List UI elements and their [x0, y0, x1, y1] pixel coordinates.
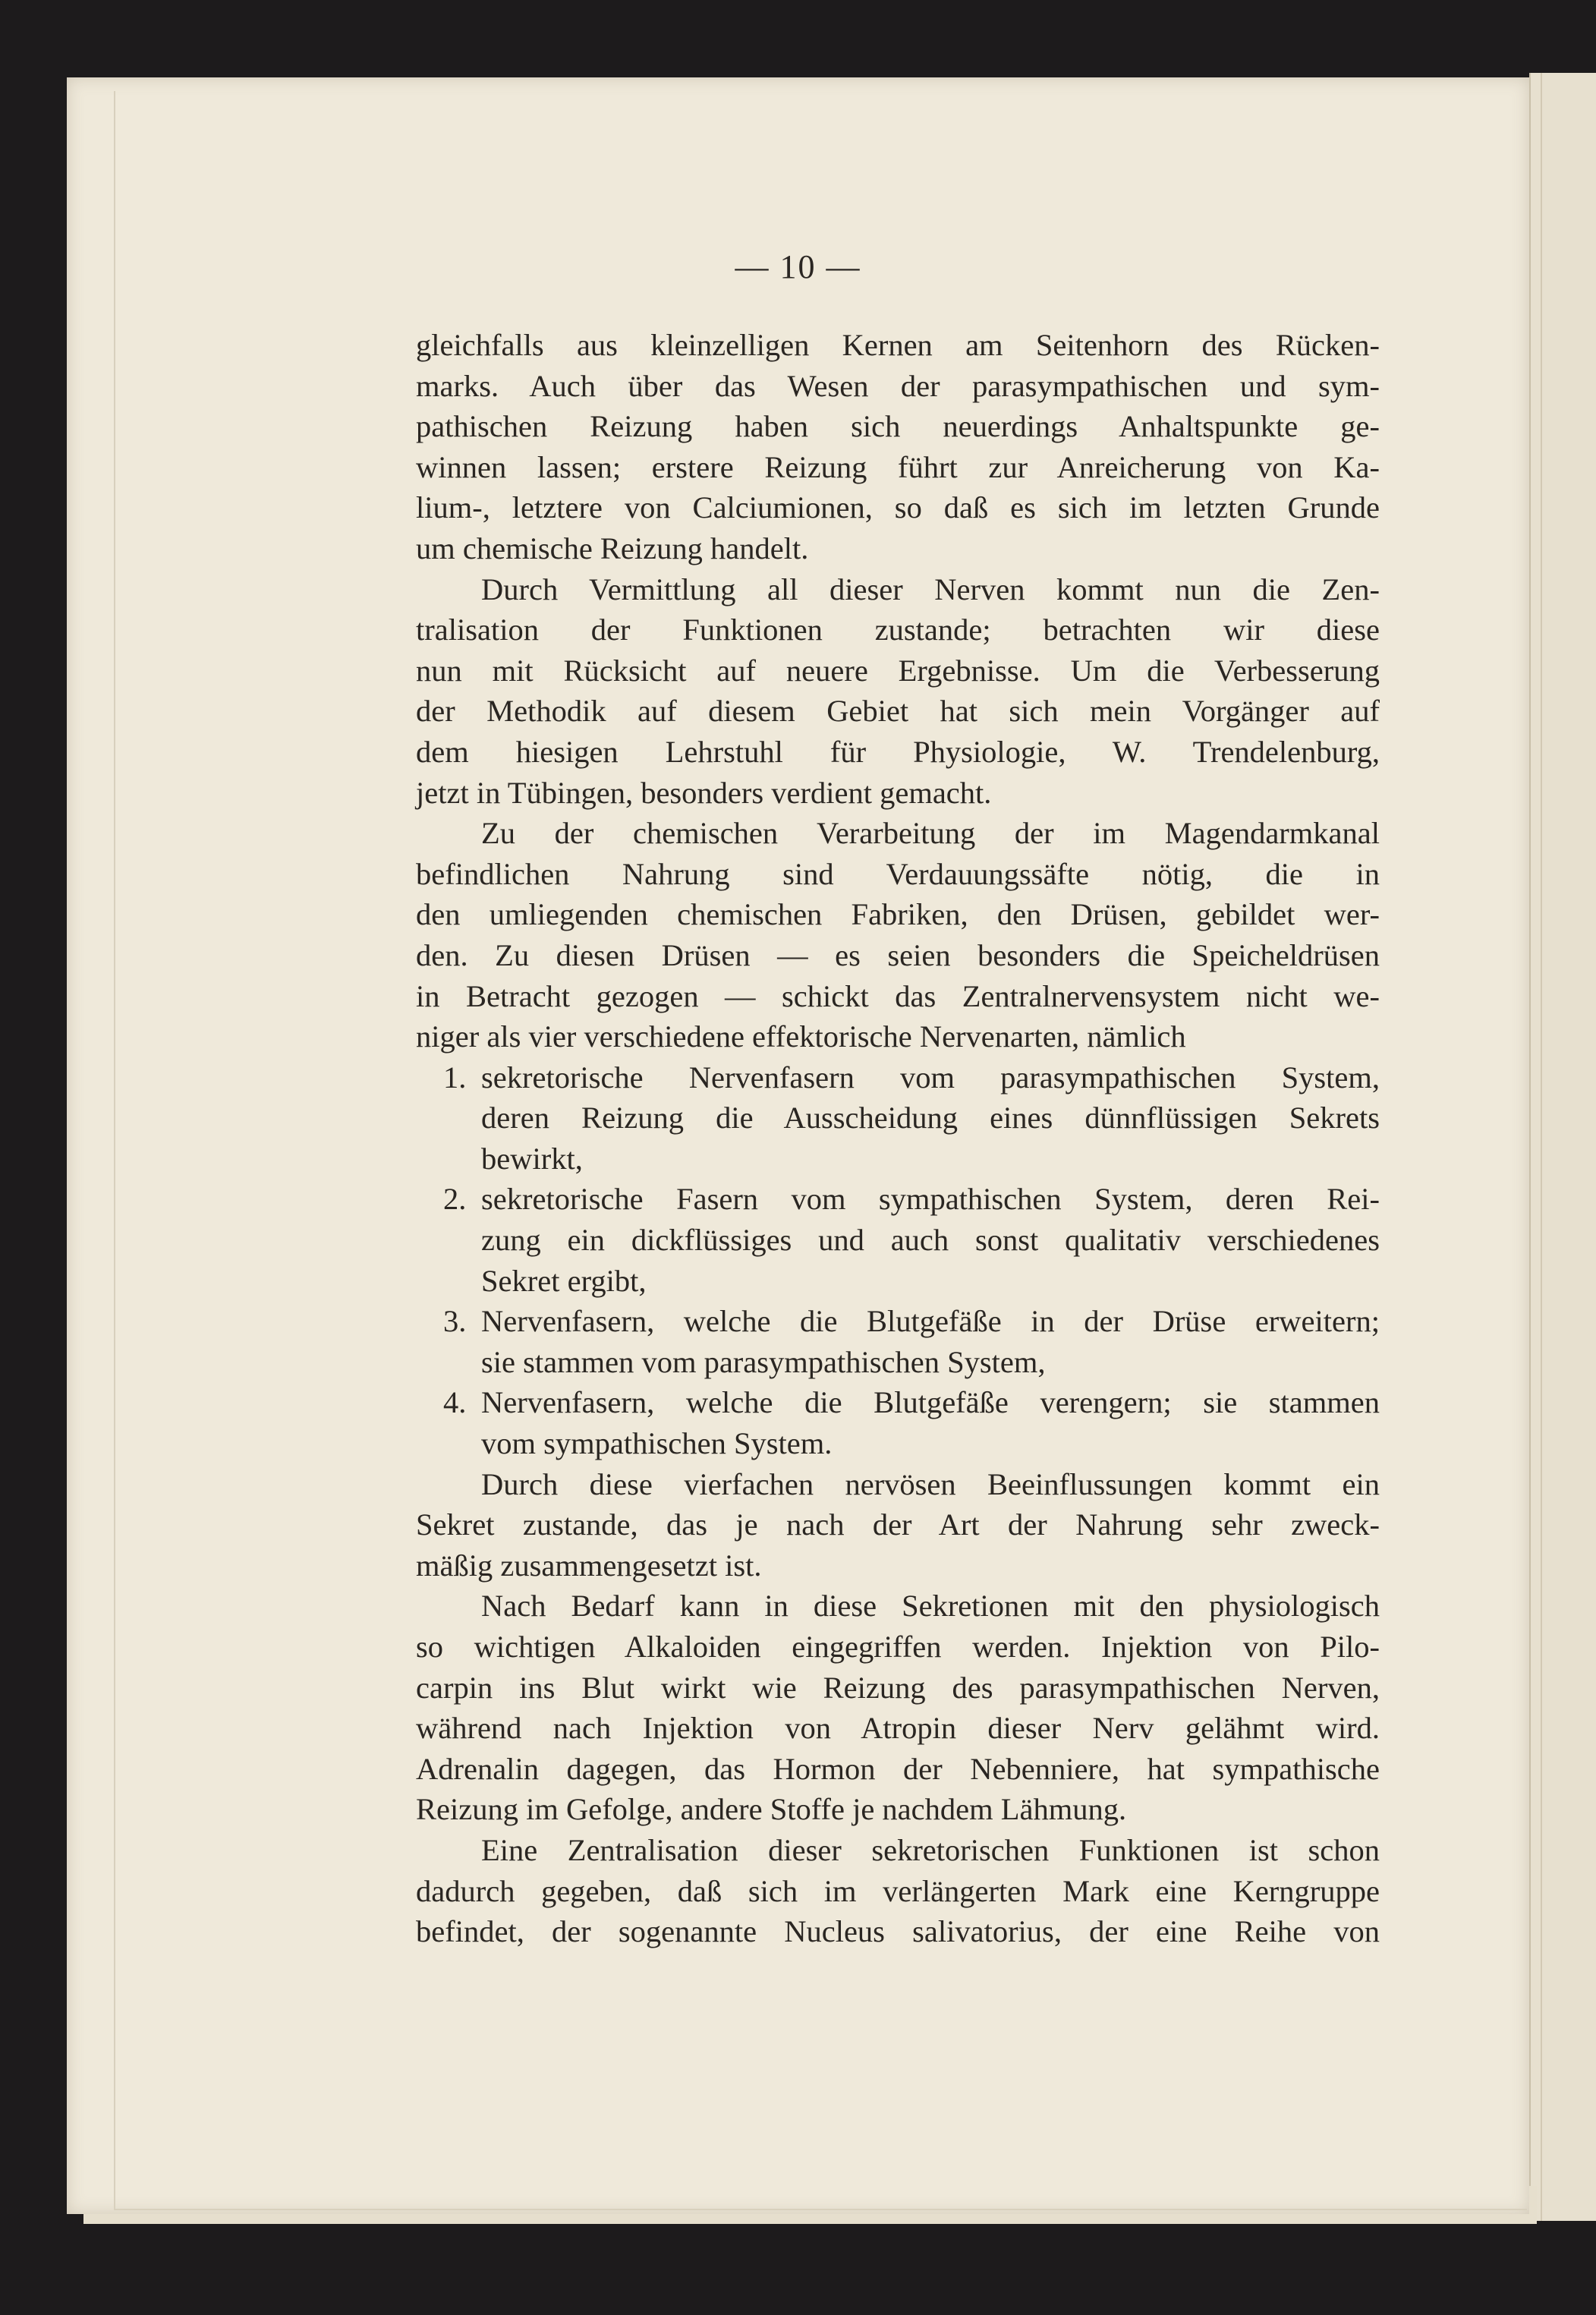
line-text: bewirkt,	[481, 1141, 583, 1176]
text-line	[416, 1504, 1380, 1545]
text-line	[416, 569, 1380, 610]
text-line	[416, 773, 1380, 814]
line-text: sekretorische Nervenfasern vom parasympathischen System,	[481, 1060, 1380, 1095]
list-item-line	[416, 1382, 1380, 1423]
text-line	[416, 1871, 1380, 1912]
line-text: zung ein dickflüssiges und auch sonst qualitativ verschiedenes	[481, 1223, 1380, 1258]
text-line	[416, 1139, 1380, 1180]
list-item-line	[416, 1301, 1380, 1342]
line-text: der Methodik auf diesem Gebiet hat sich mein Vorgänger auf	[416, 694, 1380, 729]
text-line	[416, 1627, 1380, 1668]
text-line	[416, 1261, 1380, 1302]
text-line	[416, 854, 1380, 895]
line-text: den. Zu diesen Drüsen — es seien besonders die Speicheldrüsen	[416, 937, 1380, 972]
text-line	[416, 1830, 1380, 1871]
list-item-line	[416, 1179, 1380, 1220]
line-text: vom sympathischen System.	[481, 1426, 833, 1461]
text-line	[416, 447, 1380, 488]
line-text: niger als vier verschiedene effektorische Nervenarten, nämlich	[416, 1019, 1186, 1054]
line-text: winnen lassen; erstere Reizung führt zur Anreicherung von Ka-	[416, 449, 1380, 484]
line-text: tralisation der Funktionen zustande; betrachten wir diese	[416, 613, 1380, 647]
text-line	[416, 691, 1380, 732]
list-number: 3.	[443, 1304, 467, 1339]
text-line	[416, 1220, 1380, 1261]
page-number: — 10 —	[735, 248, 861, 285]
text-line	[416, 609, 1380, 650]
page-fold-line	[1541, 73, 1542, 2221]
line-text: befindet, der sogenannte Nucleus salivatorius, der eine Reihe von	[416, 1914, 1380, 1949]
text-line	[416, 1789, 1380, 1830]
text-line	[416, 1098, 1380, 1139]
text-line	[416, 1464, 1380, 1505]
line-text: Reizung im Gefolge, andere Stoffe je nachdem Lähmung.	[416, 1792, 1127, 1827]
body-text	[416, 325, 1380, 1952]
line-text: Sekret ergibt,	[481, 1263, 647, 1298]
line-text: deren Reizung die Ausscheidung eines dünnflüssigen Sekrets	[481, 1101, 1380, 1135]
text-line	[416, 1708, 1380, 1749]
line-text: befindlichen Nahrung sind Verdauungssäfte nötig, die in	[416, 856, 1380, 891]
text-line	[416, 1911, 1380, 1952]
line-text: so wichtigen Alkaloiden eingegriffen werden. Injektion von Pilo-	[416, 1630, 1380, 1664]
text-line	[416, 528, 1380, 569]
list-item-line	[416, 1057, 1380, 1098]
line-text: sekretorische Fasern vom sympathischen System, deren Rei-	[481, 1182, 1380, 1217]
line-text: lium-, letztere von Calciumionen, so daß es sich im letzten Grunde	[416, 490, 1380, 525]
text-line	[416, 487, 1380, 528]
text-line	[416, 366, 1380, 407]
line-text: Zu der chemischen Verarbeitung der im Magendarmkanal	[481, 816, 1380, 851]
text-line	[416, 1545, 1380, 1586]
line-text: Durch diese vierfachen nervösen Beeinflussungen kommt ein	[481, 1466, 1380, 1501]
text-line	[416, 813, 1380, 854]
text-line	[416, 976, 1380, 1017]
line-text: marks. Auch über das Wesen der parasympathischen und sym-	[416, 368, 1380, 403]
line-text: Sekret zustande, das je nach der Art der Nahrung sehr zweck-	[416, 1507, 1380, 1542]
line-text: Nervenfasern, welche die Blutgefäße verengern; sie stammen	[481, 1385, 1380, 1420]
line-text: Nach Bedarf kann in diese Sekretionen mit den physiologisch	[481, 1589, 1380, 1624]
line-text: Nervenfasern, welche die Blutgefäße in der Drüse erweitern;	[481, 1304, 1380, 1339]
line-text: in Betracht gezogen — schickt das Zentralnervensystem nicht we-	[416, 978, 1380, 1013]
line-text: um chemische Reizung handelt.	[416, 531, 809, 565]
text-line	[416, 1749, 1380, 1790]
next-page-edge	[1529, 73, 1596, 2221]
text-line	[416, 1016, 1380, 1057]
text-line	[416, 1668, 1380, 1709]
text-line	[416, 732, 1380, 773]
text-line	[416, 406, 1380, 447]
text-line	[416, 650, 1380, 691]
text-line	[416, 935, 1380, 976]
text-line	[416, 1586, 1380, 1627]
line-text: gleichfalls aus kleinzelligen Kernen am Seitenhorn des Rücken-	[416, 328, 1380, 362]
line-text: den umliegenden chemischen Fabriken, den Drüsen, gebildet wer-	[416, 897, 1380, 932]
line-text: sie stammen vom parasympathischen System,	[481, 1344, 1046, 1379]
line-text: Adrenalin dagegen, das Hormon der Nebenniere, hat sympathische	[416, 1751, 1380, 1786]
line-text: mäßig zusammengesetzt ist.	[416, 1548, 762, 1583]
line-text: pathischen Reizung haben sich neuerdings Anhaltspunkte ge-	[416, 409, 1380, 444]
line-text: dem hiesigen Lehrstuhl für Physiologie, W. Trendelenburg,	[416, 734, 1380, 769]
text-line	[416, 325, 1380, 366]
line-text: nun mit Rücksicht auf neuere Ergebnisse. Um die Verbesserung	[416, 653, 1380, 688]
text-line	[416, 1423, 1380, 1464]
line-text: dadurch gegeben, daß sich im verlängerten Mark eine Kerngruppe	[416, 1873, 1380, 1908]
line-text: carpin ins Blut wirkt wie Reizung des parasympathischen Nerven,	[416, 1670, 1380, 1705]
text-line	[416, 1342, 1380, 1383]
text-line	[416, 894, 1380, 935]
list-number: 4.	[443, 1385, 467, 1420]
line-text: während nach Injektion von Atropin dieser Nerv gelähmt wird.	[416, 1711, 1380, 1746]
list-number: 2.	[443, 1182, 467, 1217]
line-text: jetzt in Tübingen, besonders verdient gemacht.	[416, 775, 992, 810]
line-text: Durch Vermittlung all dieser Nerven kommt nun die Zen-	[481, 572, 1380, 606]
list-number: 1.	[443, 1060, 467, 1095]
line-text: Eine Zentralisation dieser sekretorischen Funktionen ist schon	[481, 1832, 1380, 1867]
